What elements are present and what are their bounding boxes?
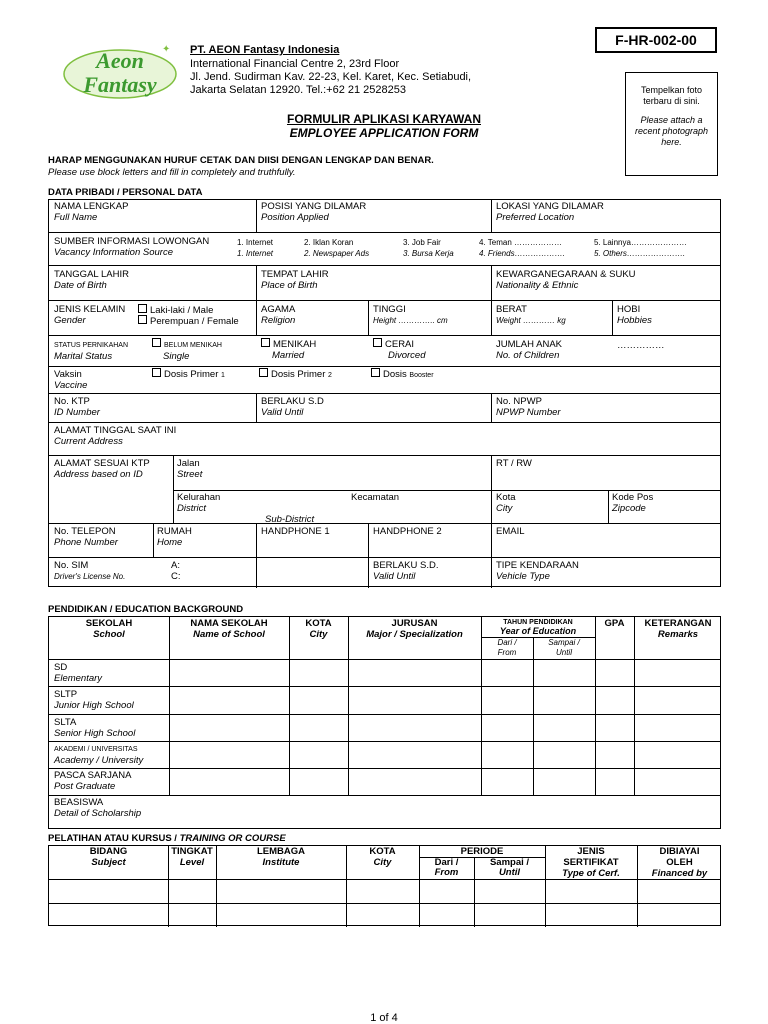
- label-sub: 1: [221, 372, 225, 379]
- label-en: Subject: [91, 857, 126, 868]
- label-en: Detail of Scholarship: [54, 808, 142, 819]
- label-en: Phone Number: [54, 537, 118, 548]
- hobby-field[interactable]: [617, 304, 652, 326]
- edu-row-slta[interactable]: [54, 717, 135, 739]
- label: JURUSAN: [391, 618, 438, 629]
- checkbox-icon: [259, 368, 268, 377]
- source-option-1[interactable]: [237, 237, 273, 259]
- label-en: Divorced: [388, 350, 426, 361]
- col-level: [168, 846, 216, 868]
- rtrw-field[interactable]: RT / RW: [496, 458, 532, 469]
- phone-label: [54, 526, 118, 548]
- checkbox-icon: [371, 368, 380, 377]
- label-en: 1. Internet: [237, 249, 274, 258]
- label: JENIS: [577, 846, 605, 857]
- label: NAMA LENGKAP: [54, 201, 129, 212]
- label-en: 4. Friends……………….: [479, 249, 565, 258]
- label: PASCA SARJANA: [54, 770, 132, 781]
- label-en: Position Applied: [261, 212, 329, 223]
- col-year: [481, 617, 595, 636]
- label: TANGGAL LAHIR: [54, 269, 129, 280]
- training-table: [48, 845, 721, 926]
- source-option-2[interactable]: [304, 237, 369, 259]
- label: NAMA SEKOLAH: [190, 618, 268, 629]
- label-en: School: [93, 629, 125, 640]
- label-en: No. of Children: [496, 350, 560, 361]
- full-name-field[interactable]: [54, 201, 128, 223]
- label-en: Major / Specialization: [366, 629, 463, 640]
- photo-note-en: Please attach a recent photograph here.: [634, 115, 709, 147]
- city-field[interactable]: [496, 492, 516, 514]
- label-en: Sub-District: [265, 514, 315, 525]
- label: TINGGI: [373, 304, 406, 315]
- ktp-valid-field[interactable]: [261, 396, 324, 418]
- col-school: [49, 618, 169, 640]
- label-en: Home: [157, 537, 183, 548]
- label: No. NPWP: [496, 396, 542, 407]
- checkbox-icon: [261, 338, 270, 347]
- form-code: F-HR-002-00: [595, 27, 717, 53]
- label-en: Current Address: [54, 436, 123, 447]
- label: Sampai /: [489, 857, 530, 868]
- personal-section-title: DATA PRIBADI / PERSONAL DATA: [48, 187, 203, 198]
- label: 2. Iklan Koran: [304, 238, 354, 247]
- label: DIBIAYAI: [659, 846, 700, 857]
- company-name: PT. AEON Fantasy Indonesia: [190, 44, 340, 56]
- scholarship-field[interactable]: [54, 797, 141, 819]
- kecamatan-label-en: [265, 514, 314, 525]
- page-number: 1 of 4: [370, 1012, 398, 1024]
- col-major: [348, 618, 481, 640]
- company-logo: [60, 40, 180, 102]
- label: Laki-laki / Male: [150, 305, 214, 316]
- vaccine-dose1-checkbox[interactable]: [152, 368, 225, 381]
- label: Dari /: [497, 638, 517, 647]
- edu-row-university[interactable]: [54, 743, 143, 766]
- label: KETERANGAN: [644, 618, 712, 629]
- label-en: Address based on ID: [54, 469, 143, 480]
- npwp-field[interactable]: [496, 396, 561, 418]
- zipcode-field[interactable]: [612, 492, 653, 514]
- label: RUMAH: [157, 526, 192, 537]
- form-title-en: EMPLOYEE APPLICATION FORM: [289, 126, 479, 140]
- marital-married-checkbox[interactable]: [261, 338, 316, 361]
- logo-text-bottom: Fantasy: [83, 72, 157, 97]
- label-en: City: [496, 503, 513, 514]
- instructions-en: Please use block letters and fill in completely and truthfully.: [48, 167, 296, 178]
- label-sub: 2: [328, 372, 332, 379]
- personal-data-table: [48, 199, 721, 587]
- col-institute: [216, 846, 346, 868]
- col-training-city: [346, 846, 419, 868]
- label-en: Married: [272, 350, 305, 361]
- label: BELUM MENIKAH: [164, 342, 222, 349]
- source-option-3[interactable]: [403, 237, 454, 259]
- col-remarks: [634, 618, 722, 640]
- label: Dosis: [383, 369, 407, 380]
- label: SLTA: [54, 717, 77, 728]
- label-en: Senior High School: [54, 728, 136, 739]
- label: POSISI YANG DILAMAR: [261, 201, 367, 212]
- label-en: Financed by: [651, 868, 708, 879]
- checkbox-icon: [138, 304, 147, 313]
- height-field[interactable]: [373, 304, 448, 326]
- label: ALAMAT TINGGAL SAAT INI: [54, 425, 177, 436]
- label-en: 2. Newspaper Ads: [304, 249, 370, 258]
- label: 4. Teman ………………: [479, 238, 562, 247]
- label-en: Height ………….. cm: [373, 316, 448, 325]
- label-en: Preferred Location: [496, 212, 575, 223]
- label: JENIS KELAMIN: [54, 304, 126, 315]
- photo-note: Tempelkan foto terbaru di sini.: [640, 85, 703, 106]
- col-period-to: [474, 858, 545, 878]
- label-en: Religion: [261, 315, 296, 326]
- col-financed: [637, 846, 722, 879]
- label: SLTP: [54, 689, 78, 700]
- address-line: Jakarta Selatan 12920. Tel.:+62 21 2528253: [190, 84, 406, 96]
- company-address: [190, 58, 471, 97]
- email-field[interactable]: EMAIL: [496, 526, 525, 537]
- label: TEMPAT LAHIR: [261, 269, 329, 280]
- label-en: Vaccine: [54, 380, 88, 391]
- label-en: Zipcode: [612, 503, 646, 514]
- label-en: Junior High School: [54, 700, 134, 711]
- checkbox-icon: [138, 315, 147, 324]
- label: TIPE KENDARAAN: [496, 560, 579, 571]
- label-en: From: [434, 867, 459, 878]
- label-en: Vacancy Information Source: [54, 247, 173, 258]
- label-en: Driver's License No.: [54, 572, 126, 581]
- religion-field[interactable]: [261, 304, 295, 326]
- label-sub: Booster: [409, 372, 434, 379]
- label: Perempuan / Female: [150, 316, 239, 327]
- label-en: City: [309, 629, 328, 640]
- col-cert: [545, 846, 637, 879]
- marital-divorced-checkbox[interactable]: [373, 338, 426, 361]
- label-en: Street: [177, 469, 203, 480]
- label: AKADEMI / UNIVERSITAS: [54, 746, 138, 753]
- label: KOTA: [369, 846, 396, 857]
- position-field[interactable]: [261, 201, 366, 223]
- label-en: TRAINING OR COURSE: [179, 833, 286, 844]
- label-en: Gender: [54, 315, 86, 326]
- label: SUMBER INFORMASI LOWONGAN: [54, 236, 210, 247]
- sim-c-field[interactable]: C:: [171, 571, 181, 582]
- label-en: Marital Status: [54, 351, 113, 362]
- label: BERLAKU S.D.: [373, 560, 439, 571]
- gender-female-checkbox[interactable]: [138, 315, 239, 327]
- label: JUMLAH ANAK: [496, 339, 562, 350]
- handphone2-field[interactable]: HANDPHONE 2: [373, 526, 442, 537]
- label: STATUS PERNIKAHAN: [54, 342, 129, 349]
- label-en: From: [497, 648, 517, 657]
- education-section-title: PENDIDIKAN / EDUCATION BACKGROUND: [48, 604, 244, 615]
- label: TAHUN PENDIDIKAN: [503, 619, 573, 626]
- edu-row-postgrad[interactable]: [54, 770, 131, 792]
- col-city: [289, 618, 348, 640]
- label: LEMBAGA: [256, 846, 306, 857]
- nationality-field[interactable]: [496, 269, 636, 291]
- label: Dari /: [434, 857, 459, 868]
- label: No. TELEPON: [54, 526, 116, 537]
- label: Jalan: [177, 458, 200, 469]
- svg-text:✦: ✦: [162, 44, 171, 55]
- label-en: Post Graduate: [54, 781, 116, 792]
- label-en: Until: [498, 867, 521, 878]
- logo-text-top: Aeon: [96, 48, 144, 73]
- label: CERAI: [385, 339, 415, 350]
- checkbox-icon: [152, 368, 161, 377]
- source-option-4[interactable]: [479, 237, 565, 259]
- children-field[interactable]: [496, 339, 562, 361]
- label: MENIKAH: [273, 339, 317, 350]
- label-en: Vehicle Type: [496, 571, 550, 582]
- label-en: Year of Education: [499, 626, 577, 636]
- label-en: Elementary: [54, 673, 103, 684]
- label: BERAT: [496, 304, 527, 315]
- location-field[interactable]: [496, 201, 604, 223]
- label-en: NPWP Number: [496, 407, 561, 418]
- kelurahan-field[interactable]: [177, 492, 220, 514]
- label: PELATIHAN ATAU KURSUS /: [48, 833, 177, 844]
- label: TINGKAT: [171, 846, 213, 857]
- label: 3. Job Fair: [403, 238, 441, 247]
- vaccine-dose2-checkbox[interactable]: [259, 368, 332, 381]
- form-title: FORMULIR APLIKASI KARYAWAN: [286, 112, 481, 126]
- ktp-address-label: [54, 458, 150, 480]
- label-en: Place of Birth: [261, 280, 318, 291]
- label-en: Valid Until: [261, 407, 304, 418]
- instructions: HARAP MENGGUNAKAN HURUF CETAK DAN DIISI DENGAN LENGKAP DAN BENAR.: [48, 155, 434, 166]
- edu-row-sd[interactable]: [54, 662, 102, 684]
- label: KEWARGANEGARAAN & SUKU: [496, 269, 636, 280]
- label-en: Date of Birth: [54, 280, 107, 291]
- label-en: Name of School: [193, 629, 265, 640]
- label: 5. Lainnya…………………: [594, 238, 687, 247]
- label-en: Single: [163, 351, 190, 362]
- home-phone-field[interactable]: [157, 526, 192, 548]
- col-subject: [49, 846, 168, 868]
- children-dots: ……………: [617, 340, 665, 351]
- handphone1-field[interactable]: HANDPHONE 1: [261, 526, 330, 537]
- label: Kota: [496, 492, 516, 503]
- label-en: Full Name: [54, 212, 98, 223]
- vehicle-field[interactable]: [496, 560, 579, 582]
- label: Sampai /: [548, 638, 580, 647]
- label: LOKASI YANG DILAMAR: [496, 201, 604, 212]
- sim-valid-field[interactable]: [373, 560, 438, 582]
- label: No. KTP: [54, 396, 90, 407]
- education-table: [48, 616, 721, 829]
- ktp-field[interactable]: [54, 396, 100, 418]
- vaccine-label: [54, 369, 87, 391]
- col-school-name: [169, 618, 289, 640]
- label: Dosis Primer: [271, 369, 326, 380]
- checkbox-icon: [152, 338, 161, 347]
- label: OLEH: [666, 857, 693, 868]
- address-line: Jl. Jend. Sudirman Kav. 22-23, Kel. Karet, Kec. Setiabudi,: [190, 71, 472, 83]
- col-period-from: [419, 858, 474, 878]
- label: ALAMAT SESUAI KTP: [54, 458, 150, 469]
- weight-field[interactable]: [496, 304, 566, 326]
- sim-label: [54, 560, 125, 582]
- label-en: 5. Others………………….: [594, 249, 686, 258]
- label-en: 3. Bursa Kerja: [403, 249, 454, 258]
- col-year-from: [481, 638, 533, 658]
- gender-label: [54, 304, 125, 326]
- label-en: ID Number: [54, 407, 100, 418]
- label: Dosis Primer: [164, 369, 219, 380]
- kecamatan-label[interactable]: Kecamatan: [351, 492, 400, 503]
- col-period: PERIODE: [460, 846, 504, 857]
- marital-single-checkbox[interactable]: [152, 338, 222, 362]
- source-label: [54, 236, 209, 258]
- label-en: Level: [179, 857, 205, 868]
- label-en: Until: [555, 648, 572, 657]
- address-line: International Financial Centre 2, 23rd Floor: [190, 58, 400, 70]
- label: AGAMA: [261, 304, 296, 315]
- pob-field[interactable]: [261, 269, 329, 291]
- label-en: Type of Cerf.: [562, 868, 620, 879]
- label-en: Valid Until: [373, 571, 416, 582]
- label: KOTA: [305, 618, 332, 629]
- label-en: Remarks: [657, 629, 699, 640]
- label: BERLAKU S.D: [261, 396, 324, 407]
- label-en: City: [373, 857, 392, 868]
- source-option-5[interactable]: [594, 237, 687, 259]
- label-en: Hobbies: [617, 315, 652, 326]
- label: SD: [54, 662, 68, 673]
- current-address-field[interactable]: [54, 425, 176, 447]
- col-year-to: [533, 638, 595, 658]
- vaccine-booster-checkbox[interactable]: [371, 368, 434, 381]
- label: BEASISWA: [54, 797, 104, 808]
- label-en: Weight ………… kg: [496, 316, 566, 325]
- label: Vaksin: [54, 369, 82, 380]
- label-en: District: [177, 503, 207, 514]
- label: Kode Pos: [612, 492, 654, 503]
- dob-field[interactable]: [54, 269, 129, 291]
- training-section-title: [48, 833, 286, 844]
- training-row[interactable]: [49, 904, 722, 927]
- label-en: Institute: [262, 857, 300, 868]
- col-gpa: GPA: [604, 618, 625, 629]
- label-en: Academy / University: [54, 755, 144, 766]
- checkbox-icon: [373, 338, 382, 347]
- label: HOBI: [617, 304, 641, 315]
- label: Kelurahan: [177, 492, 221, 503]
- marital-label: [54, 339, 128, 362]
- label: SERTIFIKAT: [563, 857, 619, 868]
- training-row[interactable]: [49, 880, 722, 903]
- label: 1. Internet: [237, 238, 274, 247]
- label: SEKOLAH: [85, 618, 133, 629]
- street-field[interactable]: [177, 458, 202, 480]
- edu-row-sltp[interactable]: [54, 689, 134, 711]
- label: BIDANG: [89, 846, 128, 857]
- label: No. SIM: [54, 560, 89, 571]
- sim-a-field[interactable]: A:: [171, 560, 180, 571]
- label-en: Nationality & Ethnic: [496, 280, 579, 291]
